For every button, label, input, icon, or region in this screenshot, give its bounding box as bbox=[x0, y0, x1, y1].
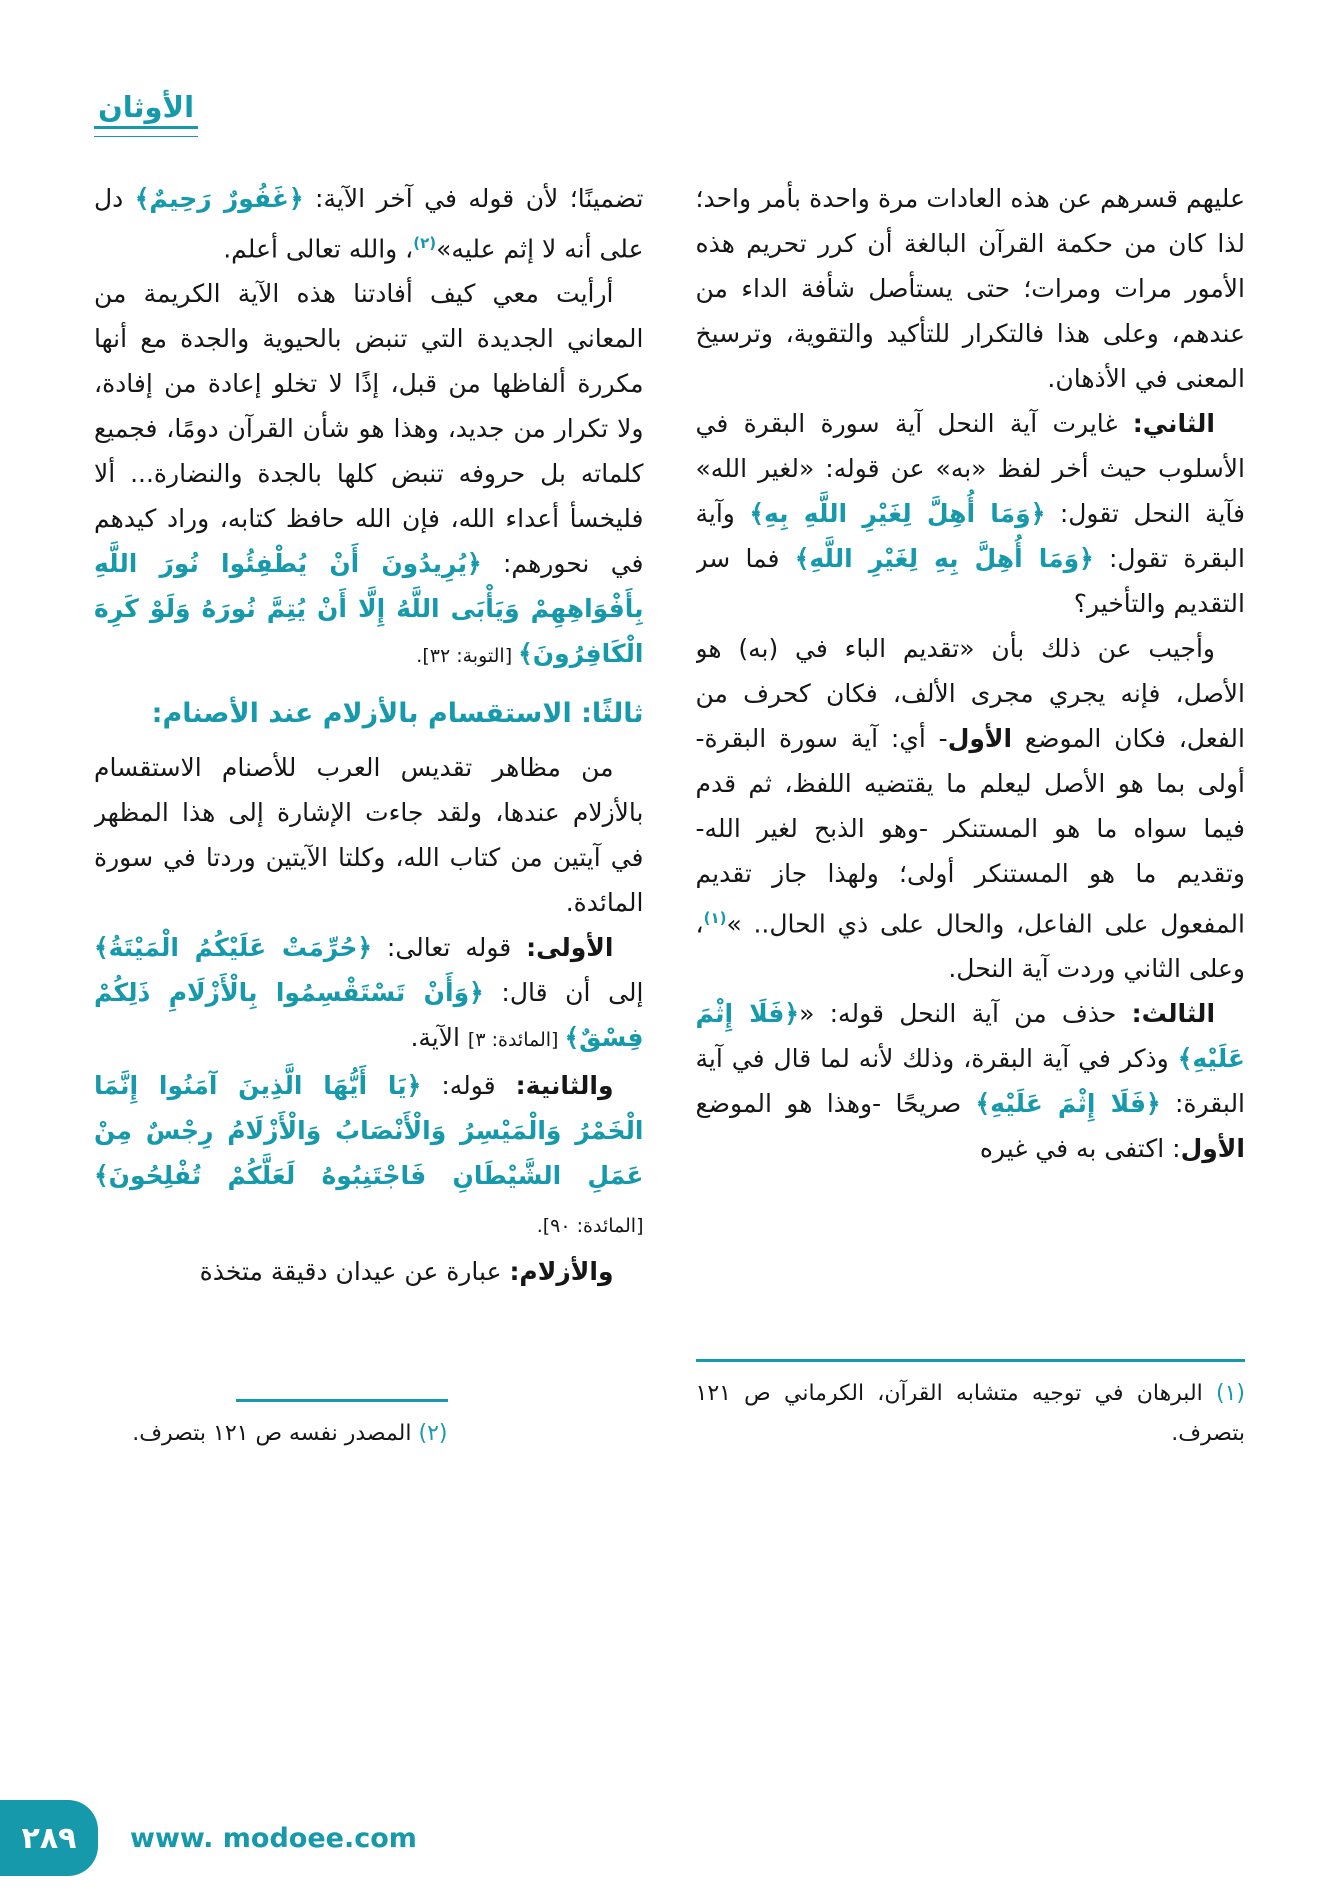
text-run: إلى أن قال: bbox=[483, 978, 644, 1008]
text-run: الآية. bbox=[410, 1023, 468, 1053]
text-run: وآية البقرة تقول: bbox=[695, 499, 1245, 573]
text-run: - أي: آية سورة البقرة- أولى بما هو الأصل ليعلم ما يقتضيه اللفظ، ثم قدم فيما سواه ما هو المستنكر -وهو الذبح لغير الله- وتقديم ما هو المستنكر أولى؛ ولهذا جاز تقديم المفعول على الفاعل، والحال على ذي الحال.. » bbox=[695, 724, 1245, 939]
footnote-text: المصدر نفسه ص ١٢١ بتصرف. bbox=[132, 1421, 412, 1446]
text-columns bbox=[94, 176, 1245, 1454]
paragraph bbox=[94, 745, 644, 925]
paragraph bbox=[94, 1249, 644, 1294]
bold-text-run: الأول bbox=[1180, 1134, 1245, 1164]
quran-verse: ﴿غَفُورٌ رَحِيمٌ﴾ bbox=[134, 184, 304, 213]
footnote bbox=[696, 1374, 1246, 1454]
text-run: حذف من آية النحل قوله: « bbox=[799, 999, 1132, 1029]
text-run: قوله تعالى: bbox=[372, 933, 527, 963]
quran-verse: ﴿حُرِّمَتْ عَلَيْكُمُ الْمَيْتَةُ﴾ bbox=[94, 933, 373, 963]
text-run: صريحًا -وهذا هو الموضع bbox=[695, 1089, 976, 1119]
paragraph bbox=[696, 176, 1246, 401]
paragraph bbox=[94, 1063, 644, 1249]
paragraph bbox=[94, 176, 644, 271]
footnote-block bbox=[94, 1393, 644, 1454]
bold-text-run: الثاني: bbox=[1132, 409, 1215, 438]
footnote-text: البرهان في توجيه متشابه القرآن، الكرماني ص ١٢١ بتصرف. bbox=[695, 1381, 1245, 1446]
text-run: أرأيت معي كيف أفادتنا هذه الآية الكريمة من المعاني الجديدة التي تنبض بالحيوية والجدة مع أنها مكررة ألفاظها من قبل، إذًا لا تخلو إعادة من إفادة، ولا تكرار من جديد، وهذا هو شأن القرآن دومًا، فجميع كلماته بل حروفه تنبض كلها بالجدة والنضارة... ألا فليخسأ أعداء الله، فإن الله حافظ كتابه، وراد كيدهم في نحورهم: bbox=[94, 279, 644, 579]
footnote-number: (٢) bbox=[411, 1421, 448, 1446]
quran-verse: ﴿فَلَا إِثْمَ عَلَيْهِ﴾ bbox=[975, 1089, 1161, 1119]
quran-verse: ﴿فَلَا إِثْمَ عَلَيْهِ﴾ bbox=[695, 999, 1245, 1074]
text-run: تضمينًا؛ لأن قوله في آخر الآية: bbox=[303, 184, 644, 213]
quran-verse: ﴿يَا أَيُّهَا الَّذِينَ آمَنُوا إِنَّمَا الْخَمْرُ وَالْمَيْسِرُ وَالْأَنْصَابُ وَالْأَزْلَامُ رِجْسٌ مِنْ عَمَلِ الشَّيْطَانِ فَاجْتَنِبُوهُ لَعَلَّكُمْ تُفْلِحُونَ﴾ bbox=[94, 1071, 644, 1191]
verse-reference: [التوبة: ٣٢]. bbox=[416, 645, 519, 668]
text-run: عليهم قسرهم عن هذه العادات مرة واحدة بأمر واحد؛ لذا كان من حكمة القرآن البالغة أن كرر تحريم هذه الأمور مرات ومرات؛ حتى يستأصل شأفة الداء من عندهم، وعلى هذا فالتكرار للتأكيد والتقوية، وترسيخ المعنى في الأذهان. bbox=[695, 184, 1245, 393]
verse-reference: [المائدة: ٩٠]. bbox=[536, 1215, 644, 1238]
paragraphs bbox=[696, 176, 1246, 1171]
page-header bbox=[94, 90, 198, 137]
footnote-ref-marker: (١) bbox=[703, 909, 727, 927]
paragraph bbox=[696, 991, 1246, 1171]
bold-text-run: الثالث: bbox=[1131, 999, 1216, 1029]
text-run: ، وعلى الثاني وردت آية النحل. bbox=[695, 909, 1245, 984]
column-right bbox=[696, 176, 1246, 1454]
text-run: عبارة عن عيدان دقيقة متخذة bbox=[199, 1257, 510, 1287]
quran-verse: ﴿وَمَا أُهِلَّ لِغَيْرِ اللَّهِ بِهِ﴾ bbox=[749, 499, 1046, 528]
quran-verse: ﴿يُرِيدُونَ أَنْ يُطْفِئُوا نُورَ اللَّهِ بِأَفْوَاهِهِمْ وَيَأْبَى اللَّهُ إِلَّا أَنْ يُتِمَّ نُورَهُ وَلَوْ كَرِهَ الْكَافِرُونَ﴾ bbox=[94, 549, 644, 669]
text-run: وأجيب عن ذلك بأن «تقديم الباء في (به) هو الأصل، فإنه يجري مجرى الألف، فكان كحرف من الفعل، فكان الموضع bbox=[695, 634, 1245, 753]
page-number-badge: ٢٨٩ bbox=[0, 1800, 98, 1876]
title-underline bbox=[94, 126, 198, 137]
footnote bbox=[94, 1414, 448, 1454]
text-run: ثالثًا: الاستقسام بالأزلام عند الأصنام: bbox=[151, 698, 644, 730]
text-run: قوله: bbox=[421, 1071, 516, 1101]
footnote-block bbox=[696, 1353, 1246, 1454]
section-heading bbox=[94, 691, 644, 737]
footnote-separator bbox=[236, 1399, 448, 1402]
website-url: www. modoee.com bbox=[130, 1823, 417, 1854]
text-run: دل على أنه لا إثم عليه» bbox=[94, 184, 644, 264]
text-run: : اكتفى به في غيره bbox=[979, 1134, 1181, 1164]
paragraph bbox=[696, 401, 1246, 626]
text-run: وذكر في آية البقرة، وذلك لأنه لما قال في آية البقرة: bbox=[695, 1044, 1245, 1119]
paragraphs bbox=[94, 176, 644, 1294]
quran-verse: ﴿وَأَنْ تَسْتَقْسِمُوا بِالْأَزْلَامِ ذَلِكُمْ فِسْقٌ﴾ bbox=[94, 978, 644, 1053]
bold-text-run: والأزلام: bbox=[509, 1257, 614, 1287]
text-run: ، والله تعالى أعلم. bbox=[223, 234, 414, 264]
chapter-title: الأوثان bbox=[98, 90, 195, 124]
bold-text-run: الأول bbox=[947, 724, 1013, 753]
footnote-number: (١) bbox=[1202, 1381, 1245, 1406]
quran-verse: ﴿وَمَا أُهِلَّ بِهِ لِغَيْرِ اللَّهِ﴾ bbox=[794, 544, 1094, 573]
text-run: غايرت آية النحل آية سورة البقرة في الأسلوب حيث أخر لفظ «به» عن قوله: «لغير الله» فآية النحل تقول: bbox=[695, 409, 1245, 528]
text-run: من مظاهر تقديس العرب للأصنام الاستقسام بالأزلام عندها، ولقد جاءت الإشارة إلى هذا المظهر في آيتين من كتاب الله، وكلتا الآيتين وردتا في سورة المائدة. bbox=[94, 753, 644, 918]
footnote-separator bbox=[696, 1359, 1246, 1362]
paragraph bbox=[94, 271, 644, 679]
text-run: فما سر التقديم والتأخير؟ bbox=[695, 544, 1245, 618]
verse-reference: [المائدة: ٣] bbox=[467, 1029, 565, 1052]
paragraph bbox=[94, 925, 644, 1063]
bold-text-run: الأولى: bbox=[526, 933, 614, 963]
bold-text-run: والثانية: bbox=[515, 1071, 614, 1101]
column-left bbox=[94, 176, 644, 1454]
footnote-ref-marker: (٢) bbox=[413, 234, 437, 252]
paragraph bbox=[696, 626, 1246, 991]
